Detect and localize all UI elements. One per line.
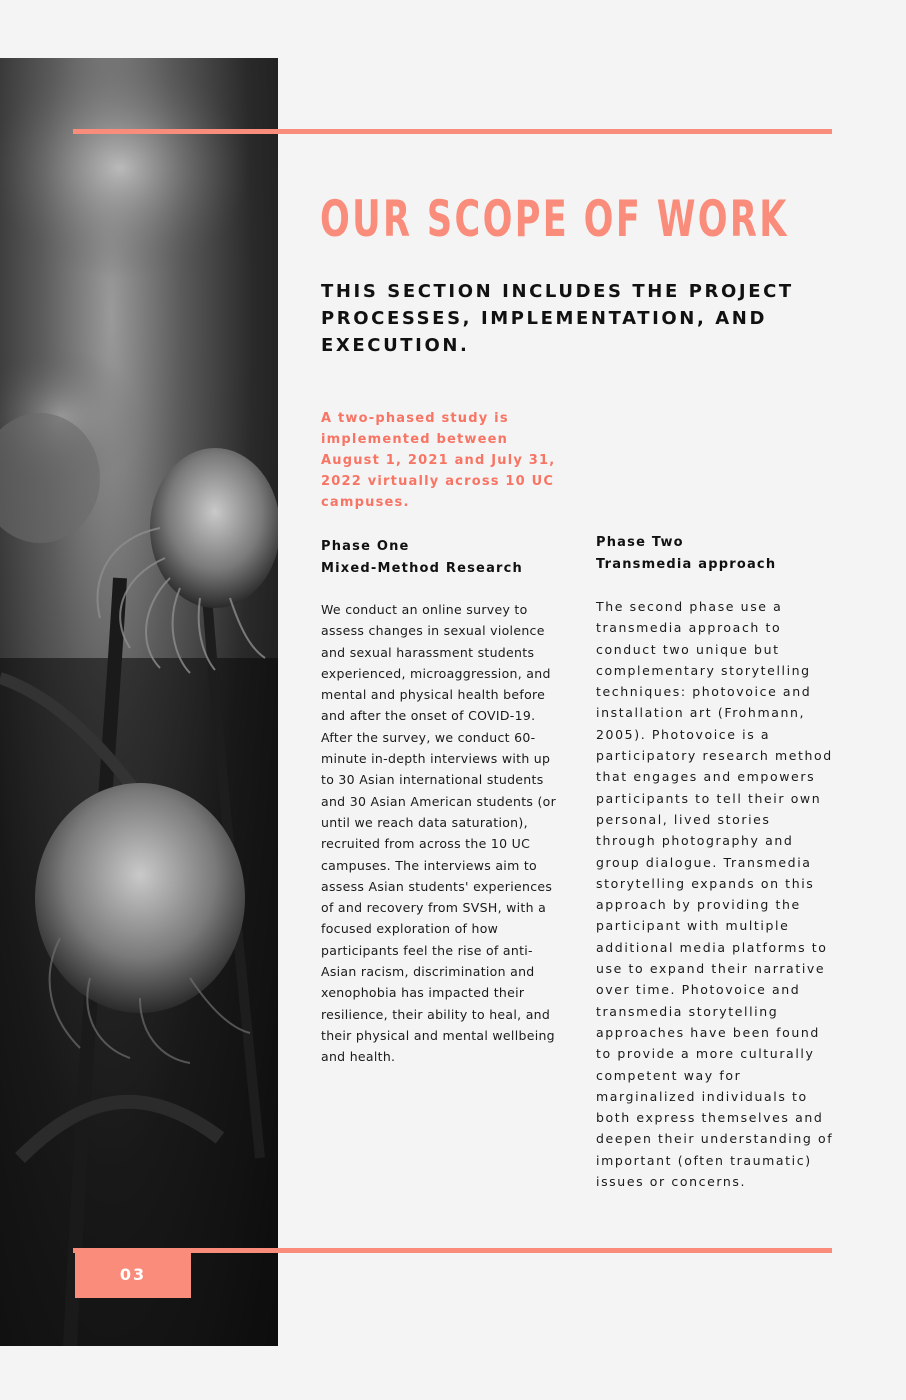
flower-photo — [0, 58, 278, 1346]
phase-one-heading — [321, 536, 561, 580]
section-subtitle: THIS SECTION INCLUDES THE PROJECT PROCESSES, IMPLEMENTATION, AND EXECUTION. — [321, 281, 794, 356]
page-title: OUR SCOPE OF WORK — [320, 190, 789, 248]
phase-one-label: Phase One — [321, 539, 410, 554]
top-accent-rule — [73, 129, 832, 134]
phase-two-method: Transmedia approach — [596, 557, 777, 572]
phase-two-heading — [596, 532, 836, 576]
page-number-badge — [75, 1250, 191, 1298]
intro-highlight: A two-phased study is implemented between August 1, 2021 and July 31, 2022 virtually across 10 UC campuses. — [321, 411, 556, 510]
phase-two-label: Phase Two — [596, 535, 684, 550]
page-number: 03 — [119, 1264, 147, 1284]
phase-two-body: The second phase use a transmedia approach to conduct two unique but complementary storytelling techniques: photovoice and installation art (Frohmann, 2005). Photovoice is a participatory research method that engages and empowers participants to tell their own personal, lived stories through photography and group dialogue. Transmedia storytelling expands on this approach by providing the participant with multiple additional media platforms to use to expand their narrative over time. Photovoice and transmedia storytelling approaches have been found to provide a more culturally competent way for marginalized individuals to both express themselves and deepen their understanding of important (often traumatic) issues or concerns. — [596, 599, 834, 1190]
phase-one-body: We conduct an online survey to assess changes in sexual violence and sexual harassment students experienced, microaggression, and mental and physical health before and after the onset of COVID-19. After the survey, we conduct 60-minute in-depth interviews with up to 30 Asian international students and 30 Asian American students (or until we reach data saturation), recruited from across the 10 UC campuses. The interviews aim to assess Asian students' experiences of and recovery from SVSH, with a focused exploration of how participants feel the rise of anti-Asian racism, discrimination and xenophobia has impacted their resilience, their ability to heal, and their physical and mental wellbeing and health. — [321, 602, 557, 1065]
phase-one-method: Mixed-Method Research — [321, 561, 524, 576]
protea-flower-illustration — [0, 58, 278, 1346]
